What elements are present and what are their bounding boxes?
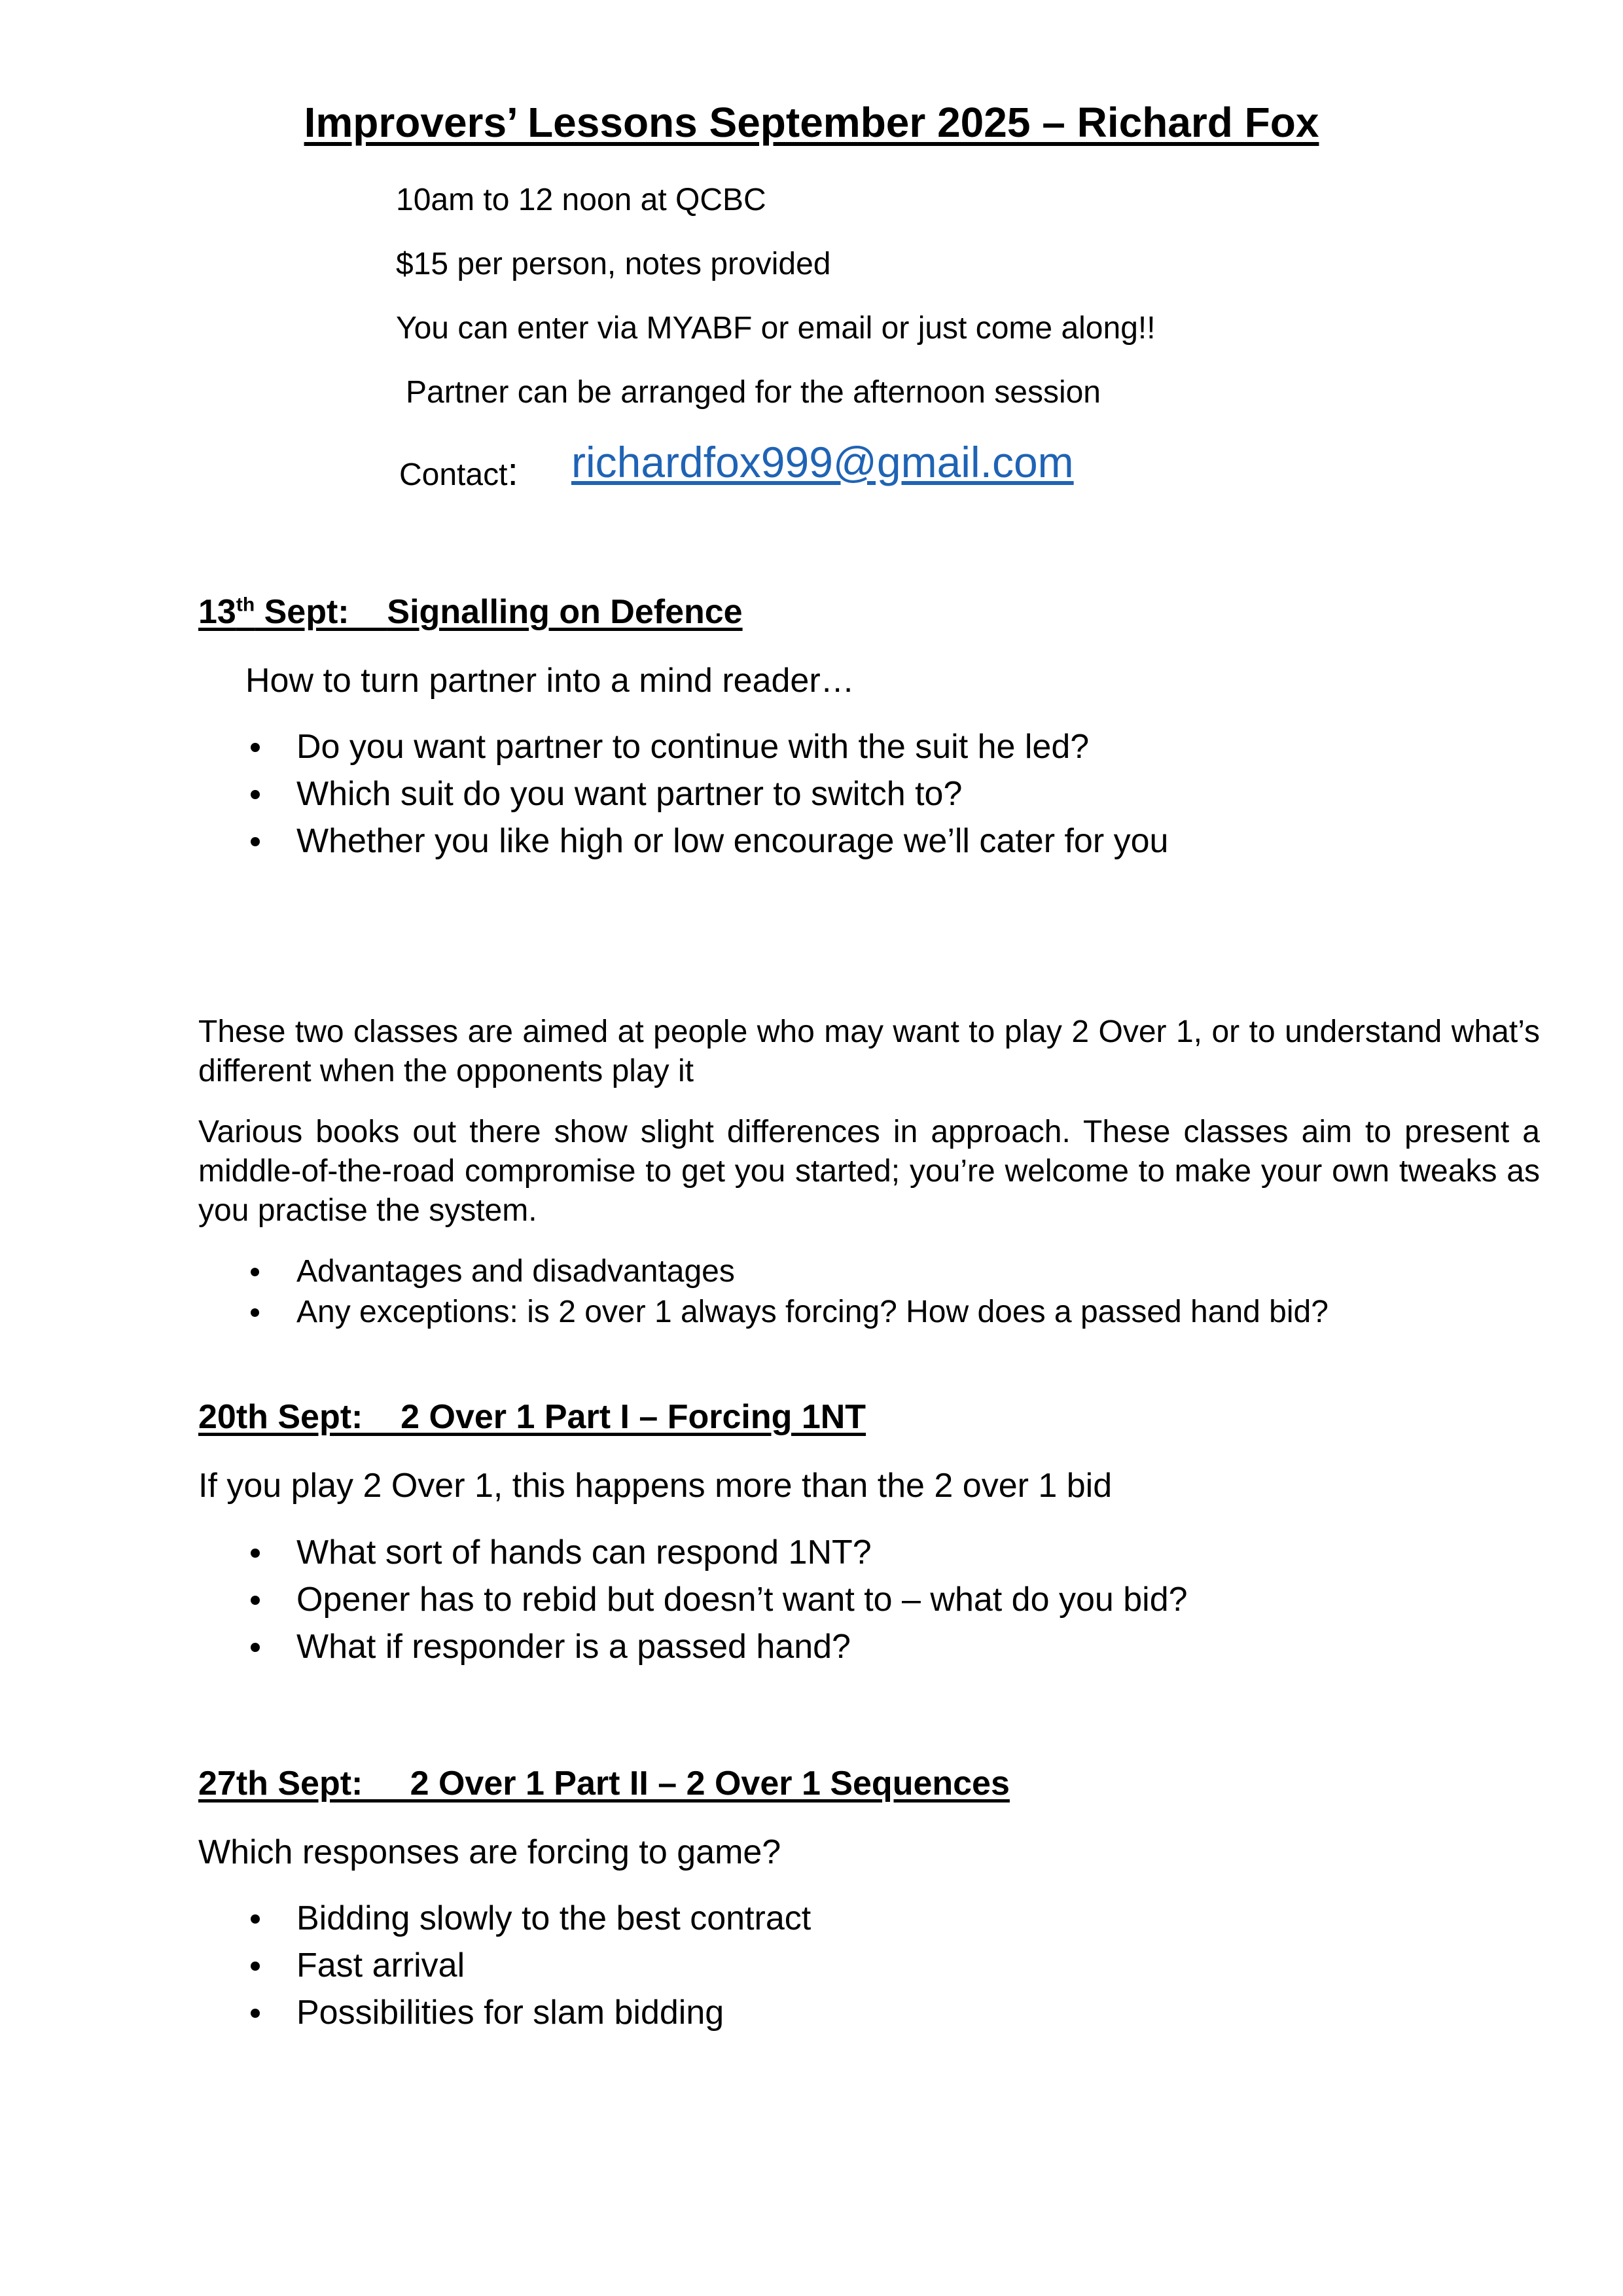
page-title: Improvers’ Lessons September 2025 – Richard Fox	[304, 99, 1319, 146]
contact-email-link[interactable]: richardfox999@gmail.com	[571, 438, 1074, 486]
list-item	[198, 1576, 1188, 1623]
bullet-icon	[251, 1643, 260, 1652]
lesson2-bullet-text: What sort of hands can respond 1NT?	[296, 1534, 872, 1571]
lesson3-bullet-text: Possibilities for slam bidding	[296, 1994, 724, 2032]
lesson1-heading	[198, 592, 743, 632]
lesson2-heading: 20th Sept: 2 Over 1 Part I – Forcing 1NT	[198, 1398, 866, 1436]
bullet-icon	[251, 743, 260, 752]
bullet-icon	[251, 1308, 259, 1317]
lesson3-bullet-list	[198, 1895, 811, 2036]
lesson1-intro: How to turn partner into a mind reader…	[245, 662, 855, 700]
list-item	[198, 1895, 811, 1942]
two-over-one-bullet-text: Any exceptions: is 2 over 1 always forcing? How does a passed hand bid?	[296, 1295, 1329, 1329]
bullet-icon	[251, 837, 260, 846]
bullet-icon	[251, 1914, 260, 1924]
info-entry: You can enter via MYABF or email or just come along!!	[396, 311, 1156, 346]
contact-label	[399, 449, 518, 494]
lesson2-bullet-text: Opener has to rebid but doesn’t want to – what do you bid?	[296, 1581, 1188, 1619]
list-item	[198, 1942, 811, 1989]
list-item	[198, 1989, 811, 2036]
list-item	[198, 723, 1168, 770]
bullet-icon	[251, 1549, 260, 1558]
two-over-one-bullet-text: Advantages and disadvantages	[296, 1254, 735, 1289]
lesson3-intro: Which responses are forcing to game?	[198, 1833, 781, 1871]
lesson2-bullet-list	[198, 1529, 1188, 1670]
info-time: 10am to 12 noon at QCBC	[396, 183, 766, 217]
lesson1-day: 13	[198, 593, 236, 631]
contact-label-text: Contact	[399, 457, 508, 492]
list-item	[198, 1292, 1329, 1333]
bullet-icon	[251, 2009, 260, 2018]
lesson1-bullet-list	[198, 723, 1168, 865]
info-price: $15 per person, notes provided	[396, 247, 831, 281]
lesson2-intro: If you play 2 Over 1, this happens more than the 2 over 1 bid	[198, 1467, 1113, 1505]
list-item	[198, 1529, 1188, 1576]
bullet-icon	[251, 1596, 260, 1605]
lesson1-day-suffix: th	[236, 594, 255, 616]
lesson3-heading: 27th Sept: 2 Over 1 Part II – 2 Over 1 Sequences	[198, 1765, 1010, 1803]
lesson2-bullet-text: What if responder is a passed hand?	[296, 1628, 851, 1666]
two-over-one-para1: These two classes are aimed at people who may want to play 2 Over 1, or to understand what’s different when the opponents play it	[198, 1014, 1540, 1088]
bullet-icon	[251, 790, 260, 799]
list-item	[198, 1251, 1329, 1292]
lesson1-bullet-text: Whether you like high or low encourage we’ll cater for you	[296, 822, 1169, 860]
lesson3-bullet-text: Fast arrival	[296, 1946, 465, 1984]
list-item	[198, 770, 1168, 817]
list-item	[198, 1623, 1188, 1670]
list-item	[198, 817, 1168, 865]
bullet-icon	[251, 1962, 260, 1971]
lesson3-bullet-text: Bidding slowly to the best contract	[296, 1899, 812, 1937]
lesson1-topic: Signalling on Defence	[387, 593, 743, 631]
bullet-icon	[251, 1268, 259, 1276]
lesson1-bullet-text: Which suit do you want partner to switch to?	[296, 775, 963, 813]
lesson1-bullet-text: Do you want partner to continue with the suit he led?	[296, 728, 1090, 766]
info-partner: Partner can be arranged for the afternoon session	[406, 375, 1101, 410]
two-over-one-para2: Various books out there show slight differences in approach. These classes aim to present a middle-of-the-road compromise to get you started; you’re welcome to make your own tweaks as you practise the system.	[198, 1115, 1540, 1228]
contact-colon: :	[507, 450, 519, 493]
two-over-one-bullet-list	[198, 1251, 1329, 1333]
lesson1-date-rest: Sept:	[255, 593, 387, 631]
